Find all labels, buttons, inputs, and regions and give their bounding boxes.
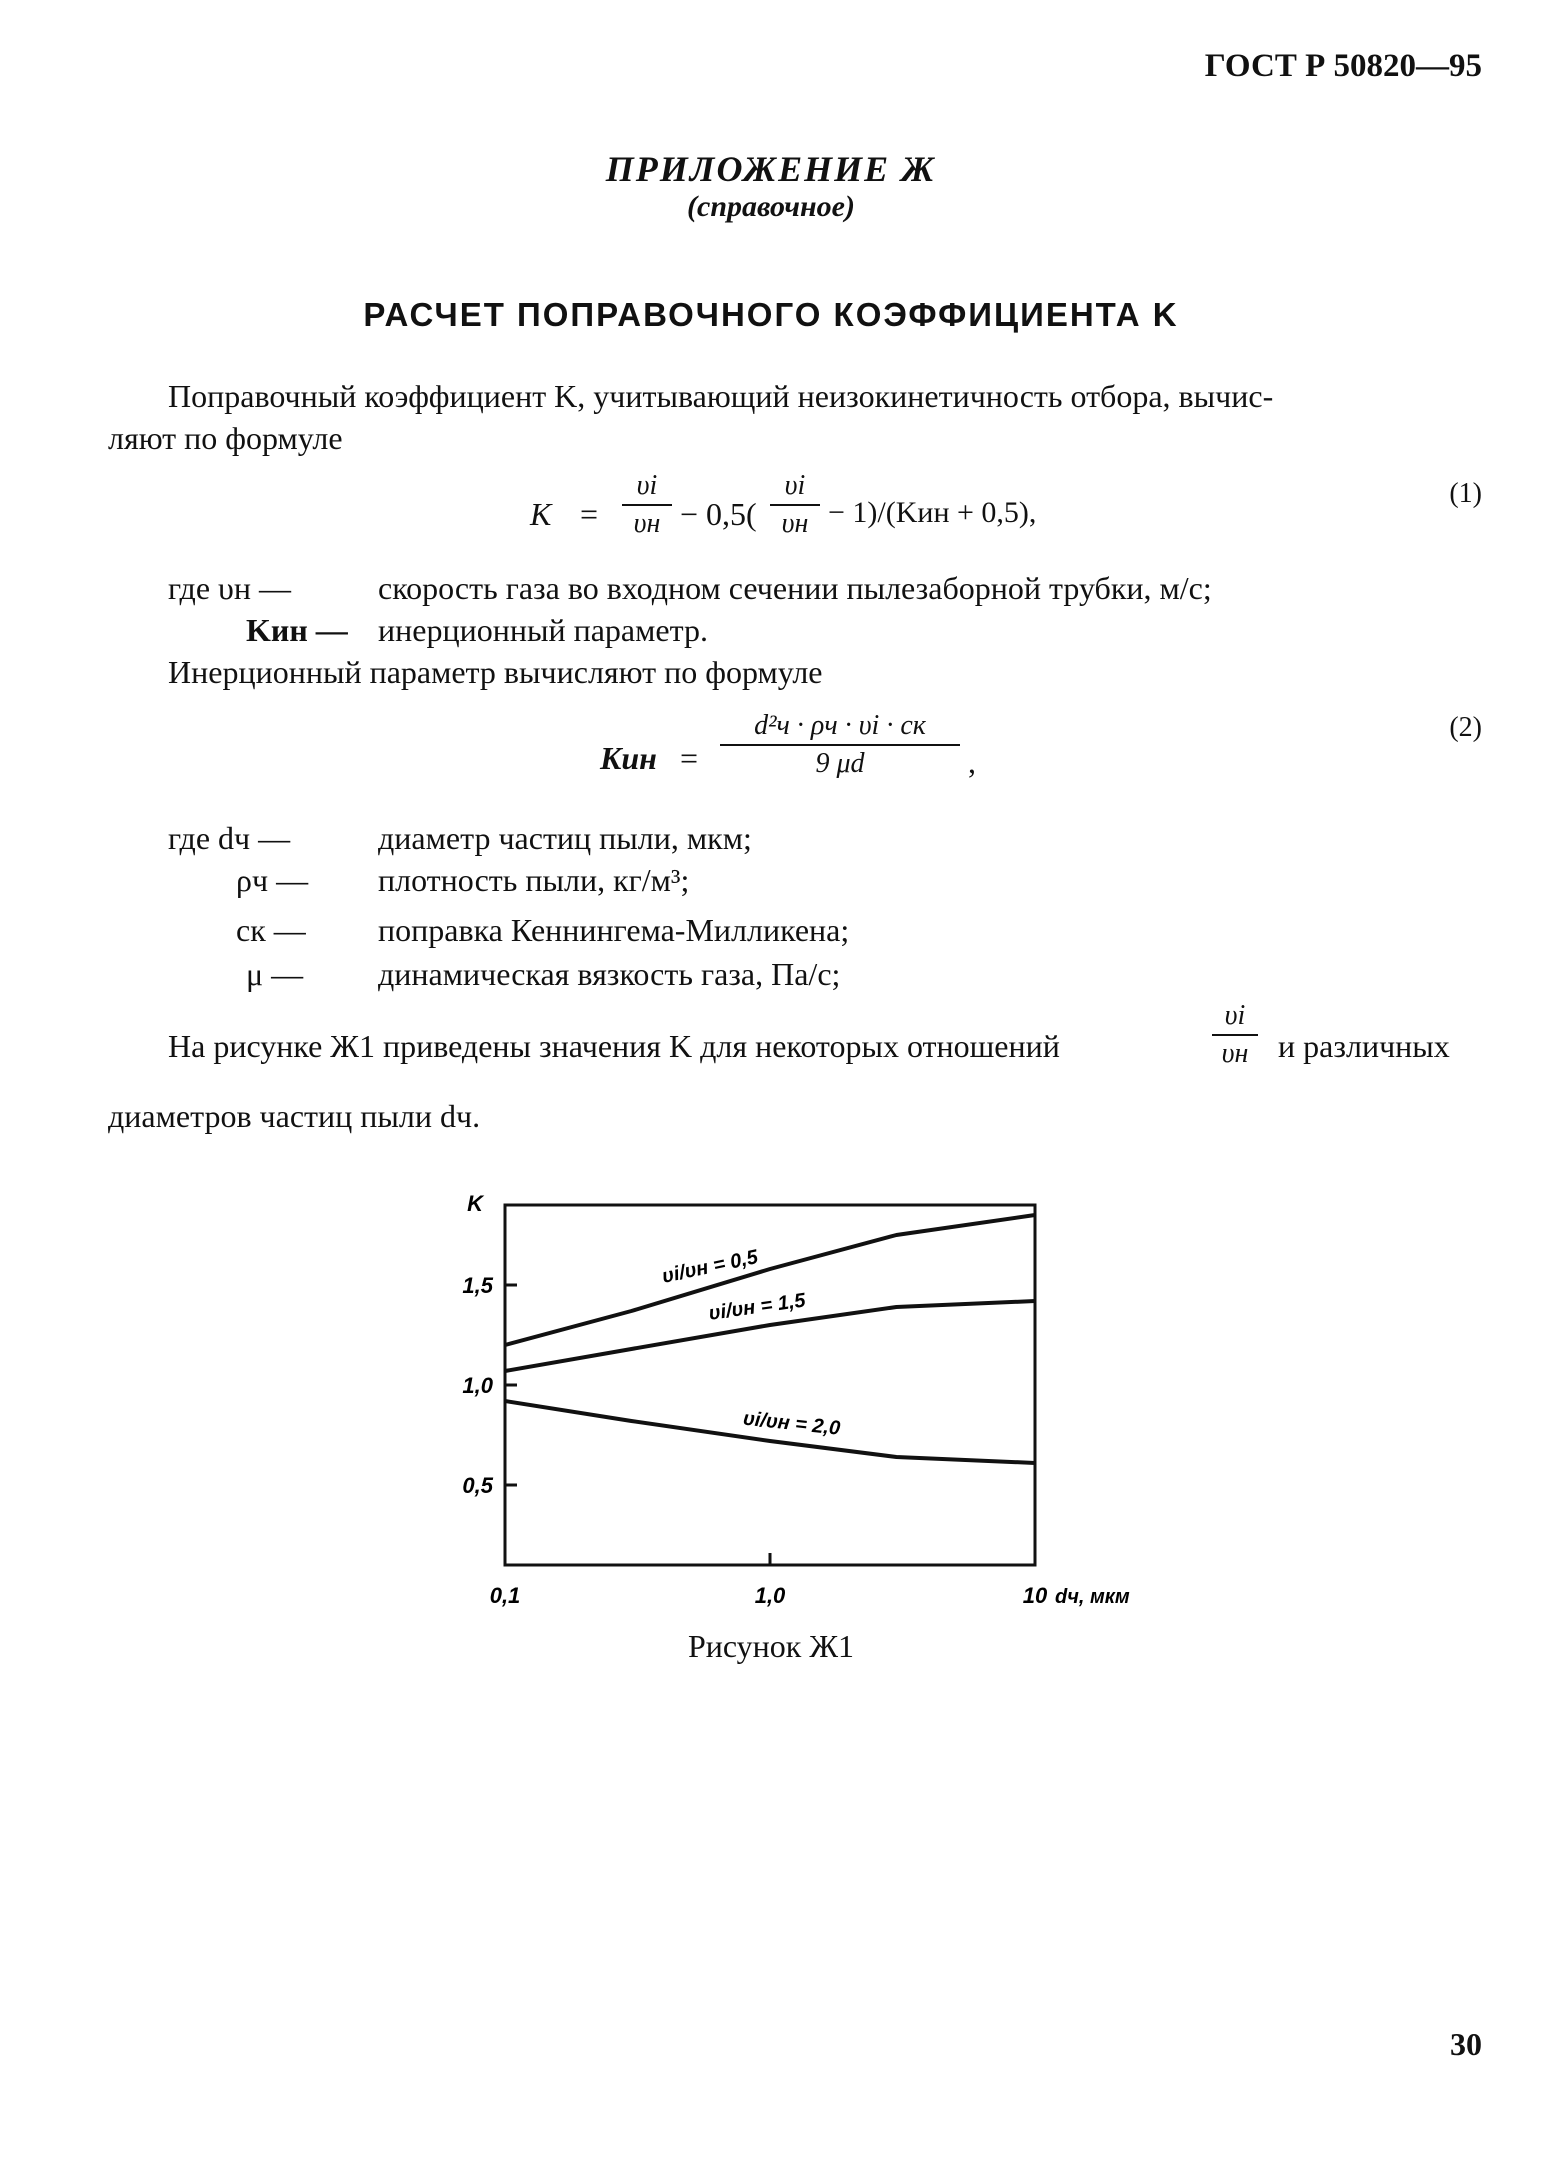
plot-frame (505, 1205, 1035, 1565)
formula-1-tail: − 1)/(Kин + 0,5), (828, 496, 1037, 529)
figure-chart (440, 1180, 1160, 1620)
section-heading: РАСЧЕТ ПОПРАВОЧНОГО КОЭФФИЦИЕНТА K (363, 296, 1179, 333)
x-tick-label: 1,0 (754, 1583, 786, 1608)
y-tick-label: 1,5 (462, 1273, 493, 1298)
formula-2-number: (2) (1449, 712, 1482, 743)
series-label: υi/υн = 2,0 (742, 1407, 842, 1440)
document-code: ГОСТ Р 50820—95 (1204, 48, 1482, 84)
figure-ref-fraction (1212, 1000, 1258, 1070)
where1-desc-2: инерционный параметр. (378, 612, 708, 648)
y-tick-label: 1,0 (462, 1373, 493, 1398)
formula-1-number: (1) (1449, 478, 1482, 509)
formula-1-equals: = (580, 496, 599, 532)
page-number: 30 (1450, 2026, 1482, 2062)
where2-desc-4: динамическая вязкость газа, Па/с; (378, 956, 841, 992)
formula-2-comma: , (968, 744, 976, 780)
inertia-line: Инерционный параметр вычисляют по формуле (168, 654, 823, 690)
where1-symbol-1: где υн — (168, 570, 291, 606)
formula-1-fraction-1-denominator: υн (633, 508, 661, 539)
x-tick-label: 0,1 (489, 1583, 521, 1608)
figure-ref-fraction-denominator: υн (1221, 1038, 1249, 1069)
formula-2-denominator: 9 μd (815, 748, 865, 779)
series-label: υi/υн = 1,5 (707, 1289, 807, 1325)
where2-symbol-1: где dч — (168, 820, 291, 856)
formula-1-lhs: K (530, 496, 552, 532)
formula-1-middle: − 0,5( (680, 496, 757, 532)
formula-1-fraction-2-denominator: υн (781, 508, 809, 539)
where2-desc-2: плотность пыли, кг/м³; (378, 862, 690, 898)
formula-1-fraction-2-numerator: υi (784, 470, 806, 501)
formula-2-lhs: Kин (600, 740, 657, 776)
where2-desc-3: поправка Кеннингема-Милликена; (378, 912, 850, 948)
figure-ref-part-1: На рисунке Ж1 приведены значения K для некоторых отношений (168, 1028, 1060, 1064)
formula-2 (600, 710, 1020, 806)
y-axis-label: K (467, 1191, 483, 1216)
appendix-title: ПРИЛОЖЕНИЕ Ж (605, 149, 937, 189)
figure-ref-fraction-numerator: υi (1224, 1000, 1246, 1031)
where2-symbol-2: ρч — (236, 862, 309, 898)
where2-desc-1: диаметр частиц пыли, мкм; (378, 820, 752, 856)
appendix-subtitle: (справочное) (687, 190, 855, 223)
where1-symbol-2: Kин — (246, 612, 348, 648)
x-tick-label: 10 (1022, 1583, 1048, 1608)
intro-line-2: ляют по формуле (108, 420, 343, 456)
figure-caption: Рисунок Ж1 (687, 1628, 855, 1664)
formula-1-fraction-2 (770, 470, 820, 540)
intro-line-1: Поправочный коэффициент K, учитывающий неизокинетичность отбора, вычис- (168, 378, 1274, 414)
figure-ref-line-2: диаметров частиц пыли dч. (108, 1098, 481, 1134)
where2-symbol-4: μ — (246, 956, 304, 992)
where2-symbol-3: cк — (236, 912, 306, 948)
series-label: υi/υн = 0,5 (660, 1246, 760, 1288)
y-tick-label: 0,5 (462, 1473, 493, 1498)
formula-2-numerator: d²ч · ρч · υi · cк (754, 710, 926, 741)
x-axis-label: dч, мкм (1055, 1586, 1130, 1608)
where1-desc-1: скорость газа во входном сечении пылезаборной трубки, м/с; (378, 570, 1212, 606)
formula-1 (530, 470, 1090, 560)
figure-ref-part-2: и различных (1278, 1028, 1450, 1064)
formula-2-equals: = (680, 740, 699, 776)
formula-1-fraction-1-numerator: υi (636, 470, 658, 501)
formula-2-fraction (720, 710, 960, 780)
formula-1-fraction-1 (622, 470, 672, 540)
